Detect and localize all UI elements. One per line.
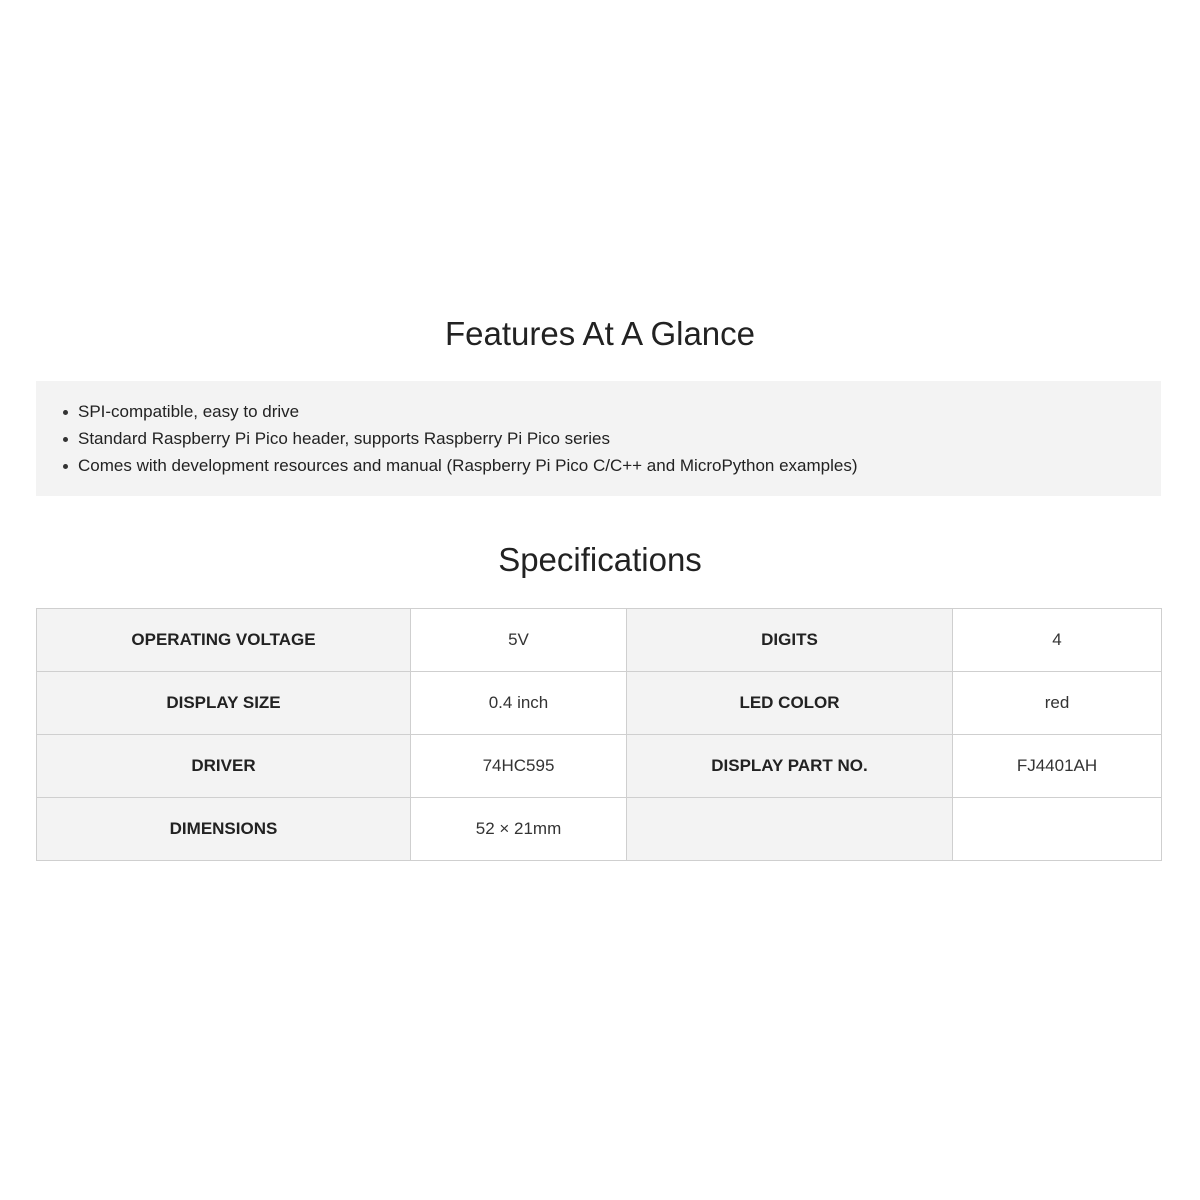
- features-title: Features At A Glance: [444, 315, 756, 352]
- table-row: [37, 798, 1162, 861]
- spec-label-led-color: LED COLOR: [627, 672, 953, 735]
- spec-value-display-size: 0.4 inch: [411, 672, 627, 735]
- bullet-icon: [63, 437, 68, 442]
- spec-label-operating-voltage: OPERATING VOLTAGE: [37, 609, 411, 672]
- feature-text: Comes with development resources and manual (Raspberry Pi Pico C/C++ and MicroPython examples): [78, 456, 858, 475]
- spec-value-dimensions: 52 × 21mm: [411, 798, 627, 861]
- features-box: [36, 381, 1161, 496]
- features-list: [36, 381, 1161, 479]
- feature-text: SPI-compatible, easy to drive: [78, 402, 300, 421]
- feature-item: [36, 425, 1161, 452]
- spec-value-empty: [953, 798, 1162, 861]
- spec-label-driver: DRIVER: [37, 735, 411, 798]
- spec-value-led-color: red: [953, 672, 1162, 735]
- table-row: [37, 609, 1162, 672]
- spec-value-driver: 74HC595: [411, 735, 627, 798]
- spec-value-operating-voltage: 5V: [411, 609, 627, 672]
- spec-value-display-part-no: FJ4401AH: [953, 735, 1162, 798]
- specifications-title: Specifications: [498, 541, 702, 578]
- spec-label-empty: [627, 798, 953, 861]
- feature-item: [36, 452, 1161, 479]
- spec-label-display-size: DISPLAY SIZE: [37, 672, 411, 735]
- feature-item: [36, 398, 1161, 425]
- spec-label-dimensions: DIMENSIONS: [37, 798, 411, 861]
- bullet-icon: [63, 464, 68, 469]
- spec-label-digits: DIGITS: [627, 609, 953, 672]
- feature-text: Standard Raspberry Pi Pico header, supports Raspberry Pi Pico series: [78, 429, 610, 448]
- specifications-table: [36, 608, 1162, 861]
- spec-label-display-part-no: DISPLAY PART NO.: [627, 735, 953, 798]
- table-row: [37, 672, 1162, 735]
- bullet-icon: [63, 410, 68, 415]
- table-row: [37, 735, 1162, 798]
- spec-value-digits: 4: [953, 609, 1162, 672]
